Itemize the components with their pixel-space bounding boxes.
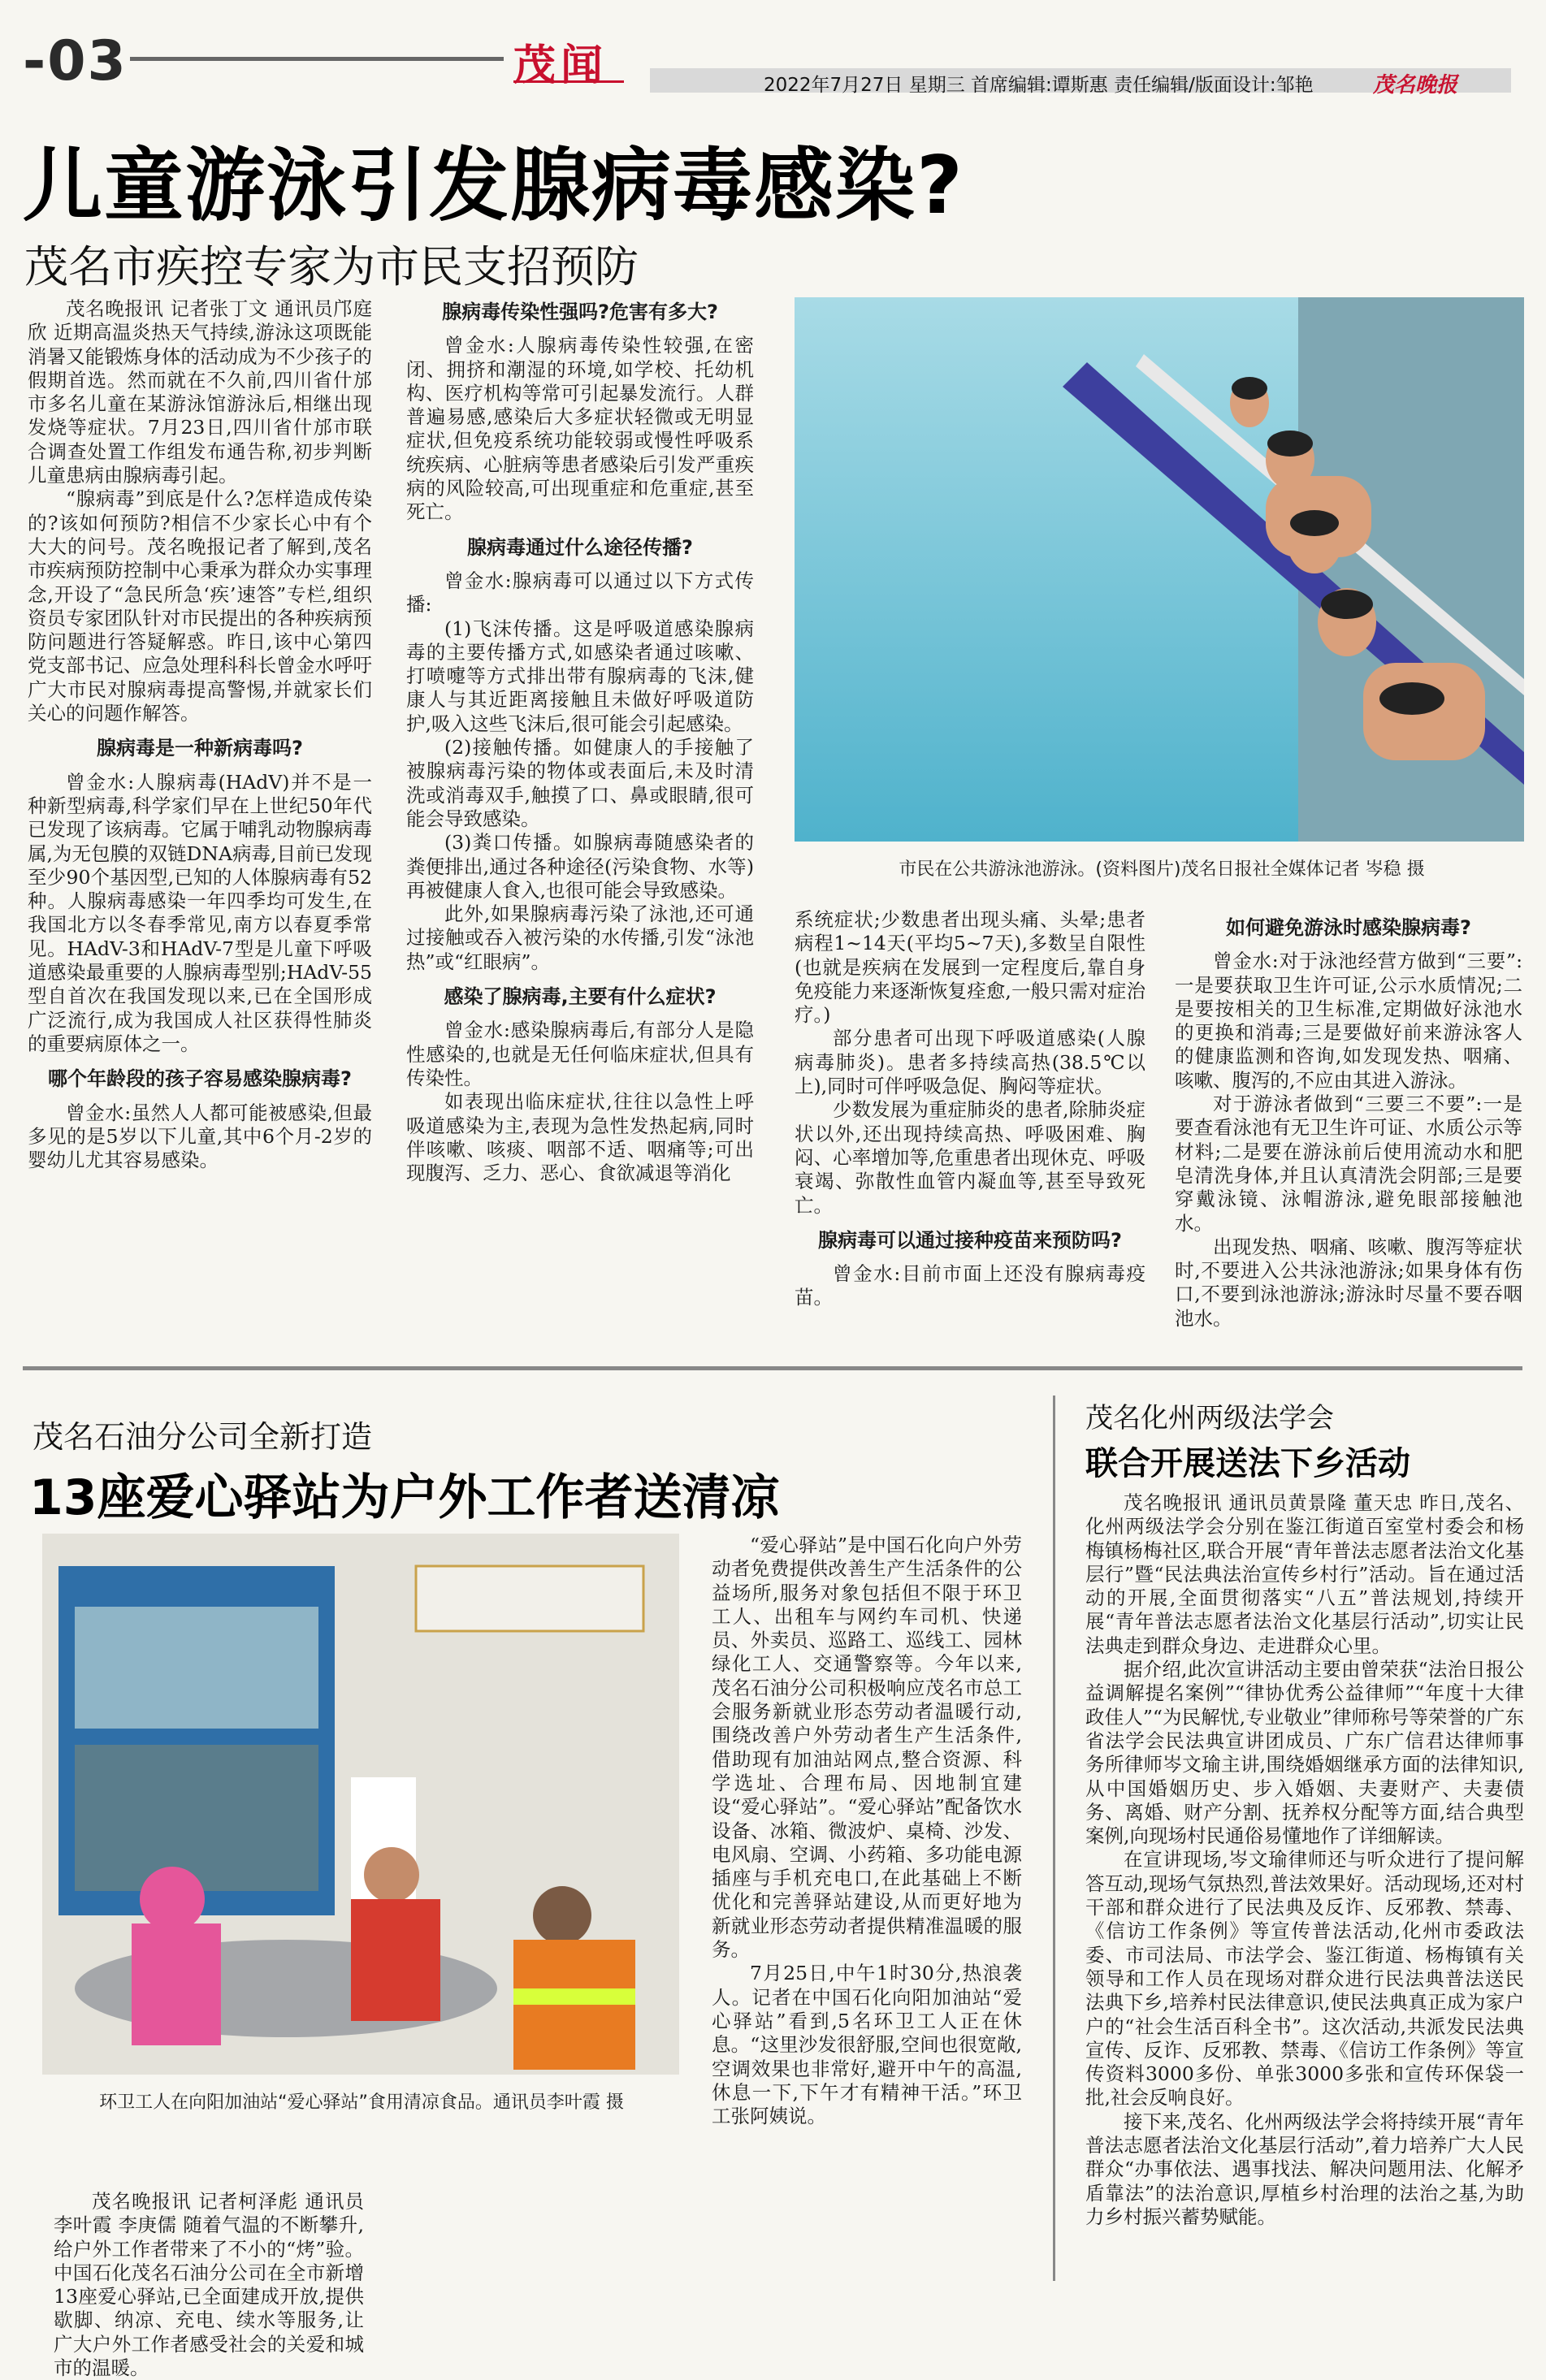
qa-answer: (3)粪口传播。如腺病毒随感染者的粪便排出,通过各种途径(污染食物、水等)再被健康人食入,也很可能会导致感染。 <box>406 831 754 902</box>
section-tag <box>513 31 624 90</box>
story3-para: 在宣讲现场,岑文瑜律师还与听众进行了提问解答互动,现场气氛热烈,普法效果好。活动现场,还对村干部和群众进行了民法典及反诈、反邪教、禁毒、《信访工作条例》等宣传普法活动,化州市委政法委、市司法局、市法学会、鉴江街道、杨梅镇有关领导和工作人员在现场对群众进行民法典普法送民法典下乡,培养村民法律意识,使民法典真正成为家户户的“社会生活百科全书”。这次活动,共派发民法典宣传、反诈、反邪教、禁毒、《信访工作条例》等宣传资料3000多份、单张3000多张和宣传环保袋一批,社会反响良好。 <box>1085 1848 1524 2110</box>
story2-kicker: 茂名石油分公司全新打造 <box>32 1419 373 1455</box>
station-photo-caption: 环卫工人在向阳加油站“爱心驿站”食用清凉食品。通讯员李叶霞 摄 <box>99 2092 624 2113</box>
story2-para: 7月25日,中午1时30分,热浪袭人。记者在中国石化向阳加油站“爱心驿站”看到,5名环卫工人正在休息。“这里沙发很舒服,空间也很宽敞,空调效果也非常好,避开中午的高温,休息一下,下午才有精神干活。”环卫工张阿姨说。 <box>712 1962 1022 2128</box>
section-divider <box>23 1366 1522 1370</box>
section-label: 茂闻 <box>513 41 608 90</box>
story3-lead: 茂名晚报讯 通讯员黄景隆 董天忠 昨日,茂名、化州两级法学会分别在鉴江街道百室堂村委会和杨梅镇杨梅社区,联合开展“青年普法志愿者法治文化基层行”暨“民法典法治宣传乡村行”活动。旨在通过活动的开展,全面贯彻落实“八五”普法规划,持续开展“青年普法志愿者法治文化基层行活动”,切实让民法典走到群众身边、走进群众心里。 <box>1085 1491 1524 1657</box>
station-photo <box>42 1534 679 2075</box>
qa-answer: 少数发展为重症肺炎的患者,除肺炎症状以外,还出现持续高热、呼吸困难、胸闷、心率增加等,危重患者出现休克、呼吸衰竭、弥散性血管内凝血等,甚至导致死亡。 <box>795 1098 1145 1217</box>
story3-headline: 联合开展送法下乡活动 <box>1085 1445 1410 1482</box>
pool-photo <box>795 297 1524 842</box>
qa-question: 哪个年龄段的孩子容易感染腺病毒? <box>48 1067 352 1091</box>
story1-col2 <box>406 301 754 1185</box>
pool-photo-illustration <box>795 297 1524 842</box>
qa-answer: 曾金水:人腺病毒传染性较强,在密闭、拥挤和潮湿的环境,如学校、托幼机构、医疗机构等常可引起暴发流行。人群普遍易感,感染后大多症状轻微或无明显症状,但免疫系统功能较弱或慢性呼吸系统疾病、心脏病等患者感染后引发严重疾病的风险较高,可出现重症和危重症,甚至死亡。 <box>406 334 754 524</box>
qa-answer: 曾金水:虽然人人都可能被感染,但最多见的是5岁以下儿童,其中6个月-2岁的婴幼儿尤其容易感染。 <box>28 1101 372 1172</box>
qa-answer: 出现发热、咽痛、咳嗽、腹泻等症状时,不要进入公共泳池游泳;如果身体有伤口,不要到泳池游泳;游泳时尽量不要吞咽池水。 <box>1175 1235 1522 1330</box>
qa-answer: (1)飞沫传播。这是呼吸道感染腺病毒的主要传播方式,如感染者通过咳嗽、打喷嚏等方式排出带有腺病毒的飞沫,健康人与其近距离接触且未做好呼吸道防护,吸入这些飞沫后,很可能会引起感染。 <box>406 617 754 735</box>
pool-photo-caption: 市民在公共游泳池游泳。(资料图片)茂名日报社全媒体记者 岑稳 摄 <box>899 859 1425 880</box>
story2-lead: 茂名晚报讯 记者柯泽彪 通讯员李叶霞 李庚儒 随着气温的不断攀升,给户外工作者带来了不小的“烤”验。中国石化茂名石油分公司在全市新增13座爱心驿站,已全面建成开放,提供歇脚、纳凉、充电、续水等服务,让广大户外工作者感受社会的关爱和城市的温暖。 <box>54 2190 364 2380</box>
story1-col3 <box>795 908 1145 1310</box>
page-number: -03 <box>23 29 128 93</box>
newspaper-logo: 茂名晚报 <box>1373 73 1458 97</box>
qa-answer: 曾金水:感染腺病毒后,有部分人是隐性感染的,也就是无任何临床症状,但具有传染性。 <box>406 1019 754 1089</box>
story1-lead: 茂名晚报讯 记者张丁文 通讯员邝庭欣 近期高温炎热天气持续,游泳这项既能消暑又能锻炼身体的活动成为不少孩子的假期首选。然而就在不久前,四川省什邡市多名儿童在某游泳馆游泳后,相继出现发烧等症状。7月23日,四川省什邡市联合调查处置工作组发布通告称,初步判断儿童患病由腺病毒引起。 <box>28 297 372 487</box>
qa-answer: 系统症状;少数患者出现头痛、头晕;患者病程1~14天(平均5~7天),多数呈自限性(也就是疾病在发展到一定程度后,靠自身免疫能力来逐渐恢复痊愈,一般只需对症治疗。) <box>795 908 1145 1027</box>
qa-answer: 部分患者可出现下呼吸道感染(人腺病毒肺炎)。患者多持续高热(38.5℃以上),同时可伴呼吸急促、胸闷等症状。 <box>795 1027 1145 1098</box>
story2-para: “爱心驿站”是中国石化向户外劳动者免费提供改善生产生活条件的公益场所,服务对象包括但不限于环卫工人、出租车与网约车司机、快递员、外卖员、巡路工、巡线工、园林绿化工人、交通警察等。今年以来,茂名石油分公司积极响应茂名市总工会服务新就业形态劳动者温暖行动,围绕改善户外劳动者生产生活条件,借助现有加油站网点,整合资源、科学选址、合理布局、因地制宜建设“爱心驿站”。“爱心驿站”配备饮水设备、冰箱、微波炉、桌椅、沙发、电风扇、空调、小药箱、多功能电源插座与手机充电口,在此基础上不断优化和完善驿站建设,从而更好地为新就业形态劳动者提供精准温暖的服务。 <box>712 1534 1022 1962</box>
header-rule <box>130 57 504 61</box>
issue-meta: 2022年7月27日 星期三 首席编辑:谭斯惠 责任编辑/版面设计:邹艳 <box>764 75 1314 96</box>
qa-answer: 如表现出临床症状,往往以急性上呼吸道感染为主,表现为急性发热起病,同时伴咳嗽、咳痰、咽部不适、咽痛等;可出现腹泻、乏力、恶心、食欲减退等消化 <box>406 1090 754 1185</box>
qa-question: 腺病毒传染性强吗?危害有多大? <box>442 301 718 323</box>
story1-col1 <box>28 297 372 1172</box>
story3-para: 接下来,茂名、化州两级法学会将持续开展“青年普法志愿者法治文化基层行活动”,着力培养广大人民群众“办事依法、遇事找法、解决问题用法、化解矛盾靠法”的法治意识,厚植乡村治理的法治之基,为助力乡村振兴蓄势赋能。 <box>1085 2110 1524 2228</box>
story1-para: “腺病毒”到底是什么?怎样造成传染的?该如何预防?相信不少家长心中有个大大的问号。茂名晚报记者了解到,茂名市疾病预防控制中心秉承为群众办实事理念,开设了“急民所急‘疾’速答”专栏,组织资员专家团队针对市民提出的各种疾病预防问题进行答疑解惑。昨日,该中心第四党支部书记、应急处理科科长曾金水呼吁广大市民对腺病毒提高警惕,并就家长们关心的问题作解答。 <box>28 487 372 725</box>
qa-answer: 对于游泳者做到“三要三不要”:一是要查看泳池有无卫生许可证、水质公示等材料;二是要在游泳前后使用流动水和肥皂清洗身体,并且认真清洗会阴部;三是要穿戴泳镜、泳帽游泳,避免眼部接触池水。 <box>1175 1093 1522 1235</box>
qa-answer: 曾金水:腺病毒可以通过以下方式传播: <box>406 569 754 617</box>
story2-col2 <box>712 1534 1022 2128</box>
qa-answer: (2)接触传播。如健康人的手接触了被腺病毒污染的物体或表面后,未及时清洗或消毒双手,触摸了口、鼻或眼睛,很可能会导致感染。 <box>406 736 754 830</box>
story3-body <box>1085 1491 1524 2229</box>
story1-col4 <box>1175 908 1522 1331</box>
station-photo-illustration <box>42 1534 679 2075</box>
qa-answer: 曾金水:人腺病毒(HAdV)并不是一种新型病毒,科学家们早在上世纪50年代已发现了该病毒。它属于哺乳动物腺病毒属,为无包膜的双链DNA病毒,目前已发现至少90个基因型,已知的人体腺病毒有52种。人腺病毒感染一年四季均可发生,在我国北方以冬春季常见,南方以春夏季常见。HAdV-3和HAdV-7型是儿童下呼吸道感染最重要的人腺病毒型别;HAdV-55型自首次在我国发现以来,已在全国形成广泛流行,成为我国成人社区获得性肺炎的重要病原体之一。 <box>28 770 372 1055</box>
story2-col1 <box>54 2190 364 2380</box>
column-divider <box>1053 1396 1055 2281</box>
qa-question: 腺病毒可以通过接种疫苗来预防吗? <box>818 1228 1122 1252</box>
story1-headline: 儿童游泳引发腺病毒感染? <box>23 140 964 232</box>
qa-question: 如何避免游泳时感染腺病毒? <box>1226 916 1471 939</box>
story3-kicker: 茂名化州两级法学会 <box>1085 1402 1334 1434</box>
qa-answer: 曾金水:对于泳池经营方做到“三要”:一是要获取卫生许可证,公示水质情况;二是要按相关的卫生标准,定期做好泳池水的更换和消毒;三是要做好前来游泳客人的健康监测和咨询,如发现发热、咽痛、咳嗽、腹泻的,不应由其进入游泳。 <box>1175 950 1522 1092</box>
qa-question: 感染了腺病毒,主要有什么症状? <box>444 985 717 1009</box>
qa-question: 腺病毒通过什么途径传播? <box>467 535 693 559</box>
qa-answer: 此外,如果腺病毒污染了泳池,还可通过接触或吞入被污染的水传播,引发“泳池热”或“红眼病”。 <box>406 902 754 973</box>
story1-subhead: 茂名市疾控专家为市民支招预防 <box>24 241 639 292</box>
story3-para: 据介绍,此次宣讲活动主要由曾荣获“法治日报公益调解提名案例”“律协优秀公益律师”“年度十大律政佳人”“为民解忧,专业敬业”律师称号等荣誉的广东省法学会民法典宣讲团成员、广东广信君达律师事务所律师岑文瑜主讲,围绕婚姻继承方面的法律知识,从中国婚姻历史、步入婚姻、夫妻财产、夫妻债务、离婚、财产分割、抚养权分配等方面,结合典型案例,向现场村民通俗易懂地作了详细解读。 <box>1085 1658 1524 1848</box>
qa-question: 腺病毒是一种新病毒吗? <box>97 737 303 760</box>
story2-headline: 13座爱心驿站为户外工作者送清凉 <box>29 1469 780 1526</box>
qa-answer: 曾金水:目前市面上还没有腺病毒疫苗。 <box>795 1262 1145 1309</box>
